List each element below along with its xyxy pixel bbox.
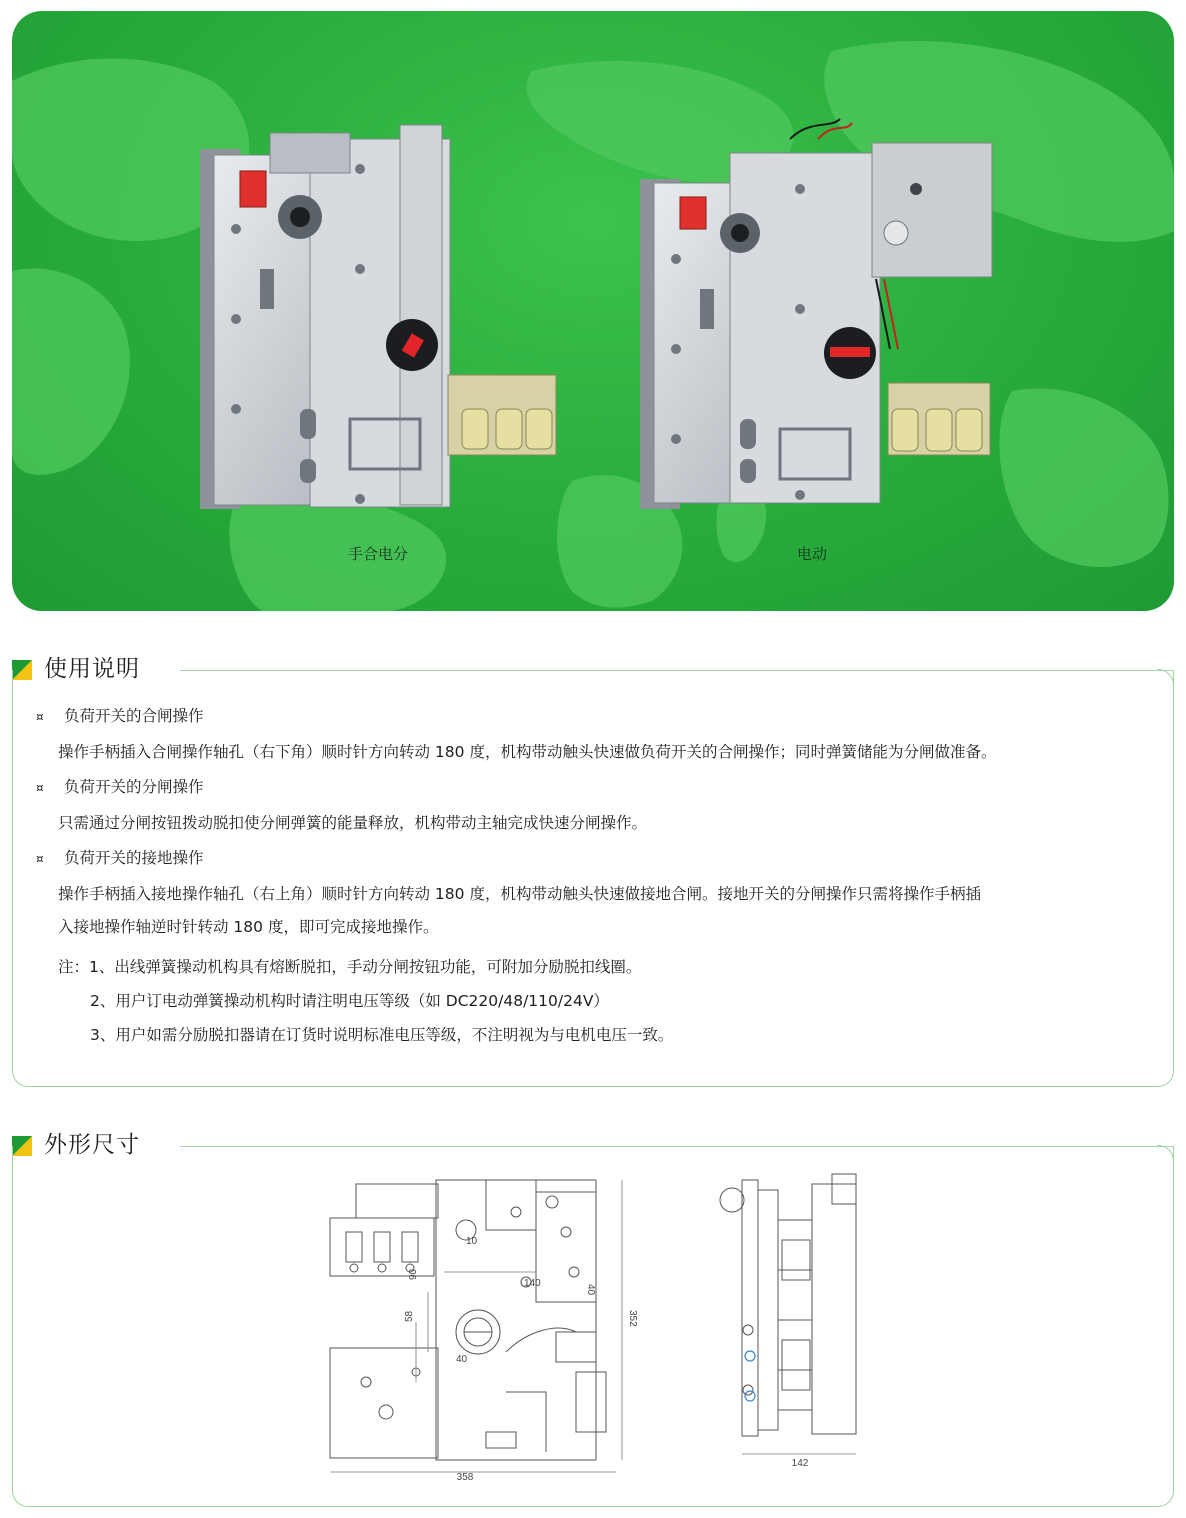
dim-label-142: 142 — [791, 1458, 809, 1469]
usage-item-title: ¤ 负荷开关的接地操作 — [36, 849, 204, 867]
product-caption-electric: 电动 — [796, 545, 828, 563]
usage-item-text: 操作手柄插入接地操作轴孔（右上角）顺时针方向转动 180 度，机构带动触头快速做接地合闸。接地开关的分闸操作只需将操作手柄插 — [58, 885, 981, 903]
usage-note: 注：1、出线弹簧操动机构具有熔断脱扣，手动分闸按钮功能，可附加分励脱扣线圈。 — [58, 958, 642, 976]
dimensions-title: 外形尺寸 — [44, 1132, 140, 1158]
usage-title: 使用说明 — [44, 656, 140, 682]
usage-item-title: ¤ 负荷开关的合闸操作 — [36, 707, 204, 725]
usage-item-title: ¤ 负荷开关的分闸操作 — [36, 778, 204, 796]
dim-label-10: 10 — [466, 1236, 478, 1247]
dim-label-90: 90 — [408, 1268, 419, 1280]
bullet-icon: ¤ — [36, 781, 44, 795]
dim-label-358: 358 — [456, 1472, 474, 1483]
dim-label-140: 140 — [524, 1278, 541, 1289]
side-view-drawing — [712, 1160, 872, 1470]
dim-label-40-right: 40 — [585, 1284, 596, 1296]
dim-label-352: 352 — [627, 1310, 638, 1327]
bullet-icon: ¤ — [36, 852, 44, 866]
product-image-electric — [640, 109, 1010, 519]
product-caption-manual: 手合电分 — [347, 545, 409, 563]
hero-banner — [12, 11, 1174, 611]
dim-label-58: 58 — [404, 1310, 415, 1322]
usage-item-text: 只需通过分闸按钮拨动脱扣使分闸弹簧的能量释放，机构带动主轴完成快速分闸操作。 — [58, 814, 648, 832]
dim-label-40-bottom: 40 — [456, 1354, 468, 1365]
bullet-icon: ¤ — [36, 710, 44, 724]
front-view-drawing — [326, 1172, 636, 1482]
product-image-manual — [200, 119, 570, 519]
usage-note: 3、用户如需分励脱扣器请在订货时说明标准电压等级，不注明视为与电机电压一致。 — [90, 1026, 674, 1044]
usage-item-text: 入接地操作轴逆时针转动 180 度，即可完成接地操作。 — [58, 918, 439, 936]
usage-item-text: 操作手柄插入合闸操作轴孔（右下角）顺时针方向转动 180 度，机构带动触头快速做负荷开关的合闸操作；同时弹簧储能为分闸做准备。 — [58, 743, 997, 761]
usage-note: 2、用户订电动弹簧操动机构时请注明电压等级（如 DC220/48/110/24V） — [90, 992, 609, 1010]
